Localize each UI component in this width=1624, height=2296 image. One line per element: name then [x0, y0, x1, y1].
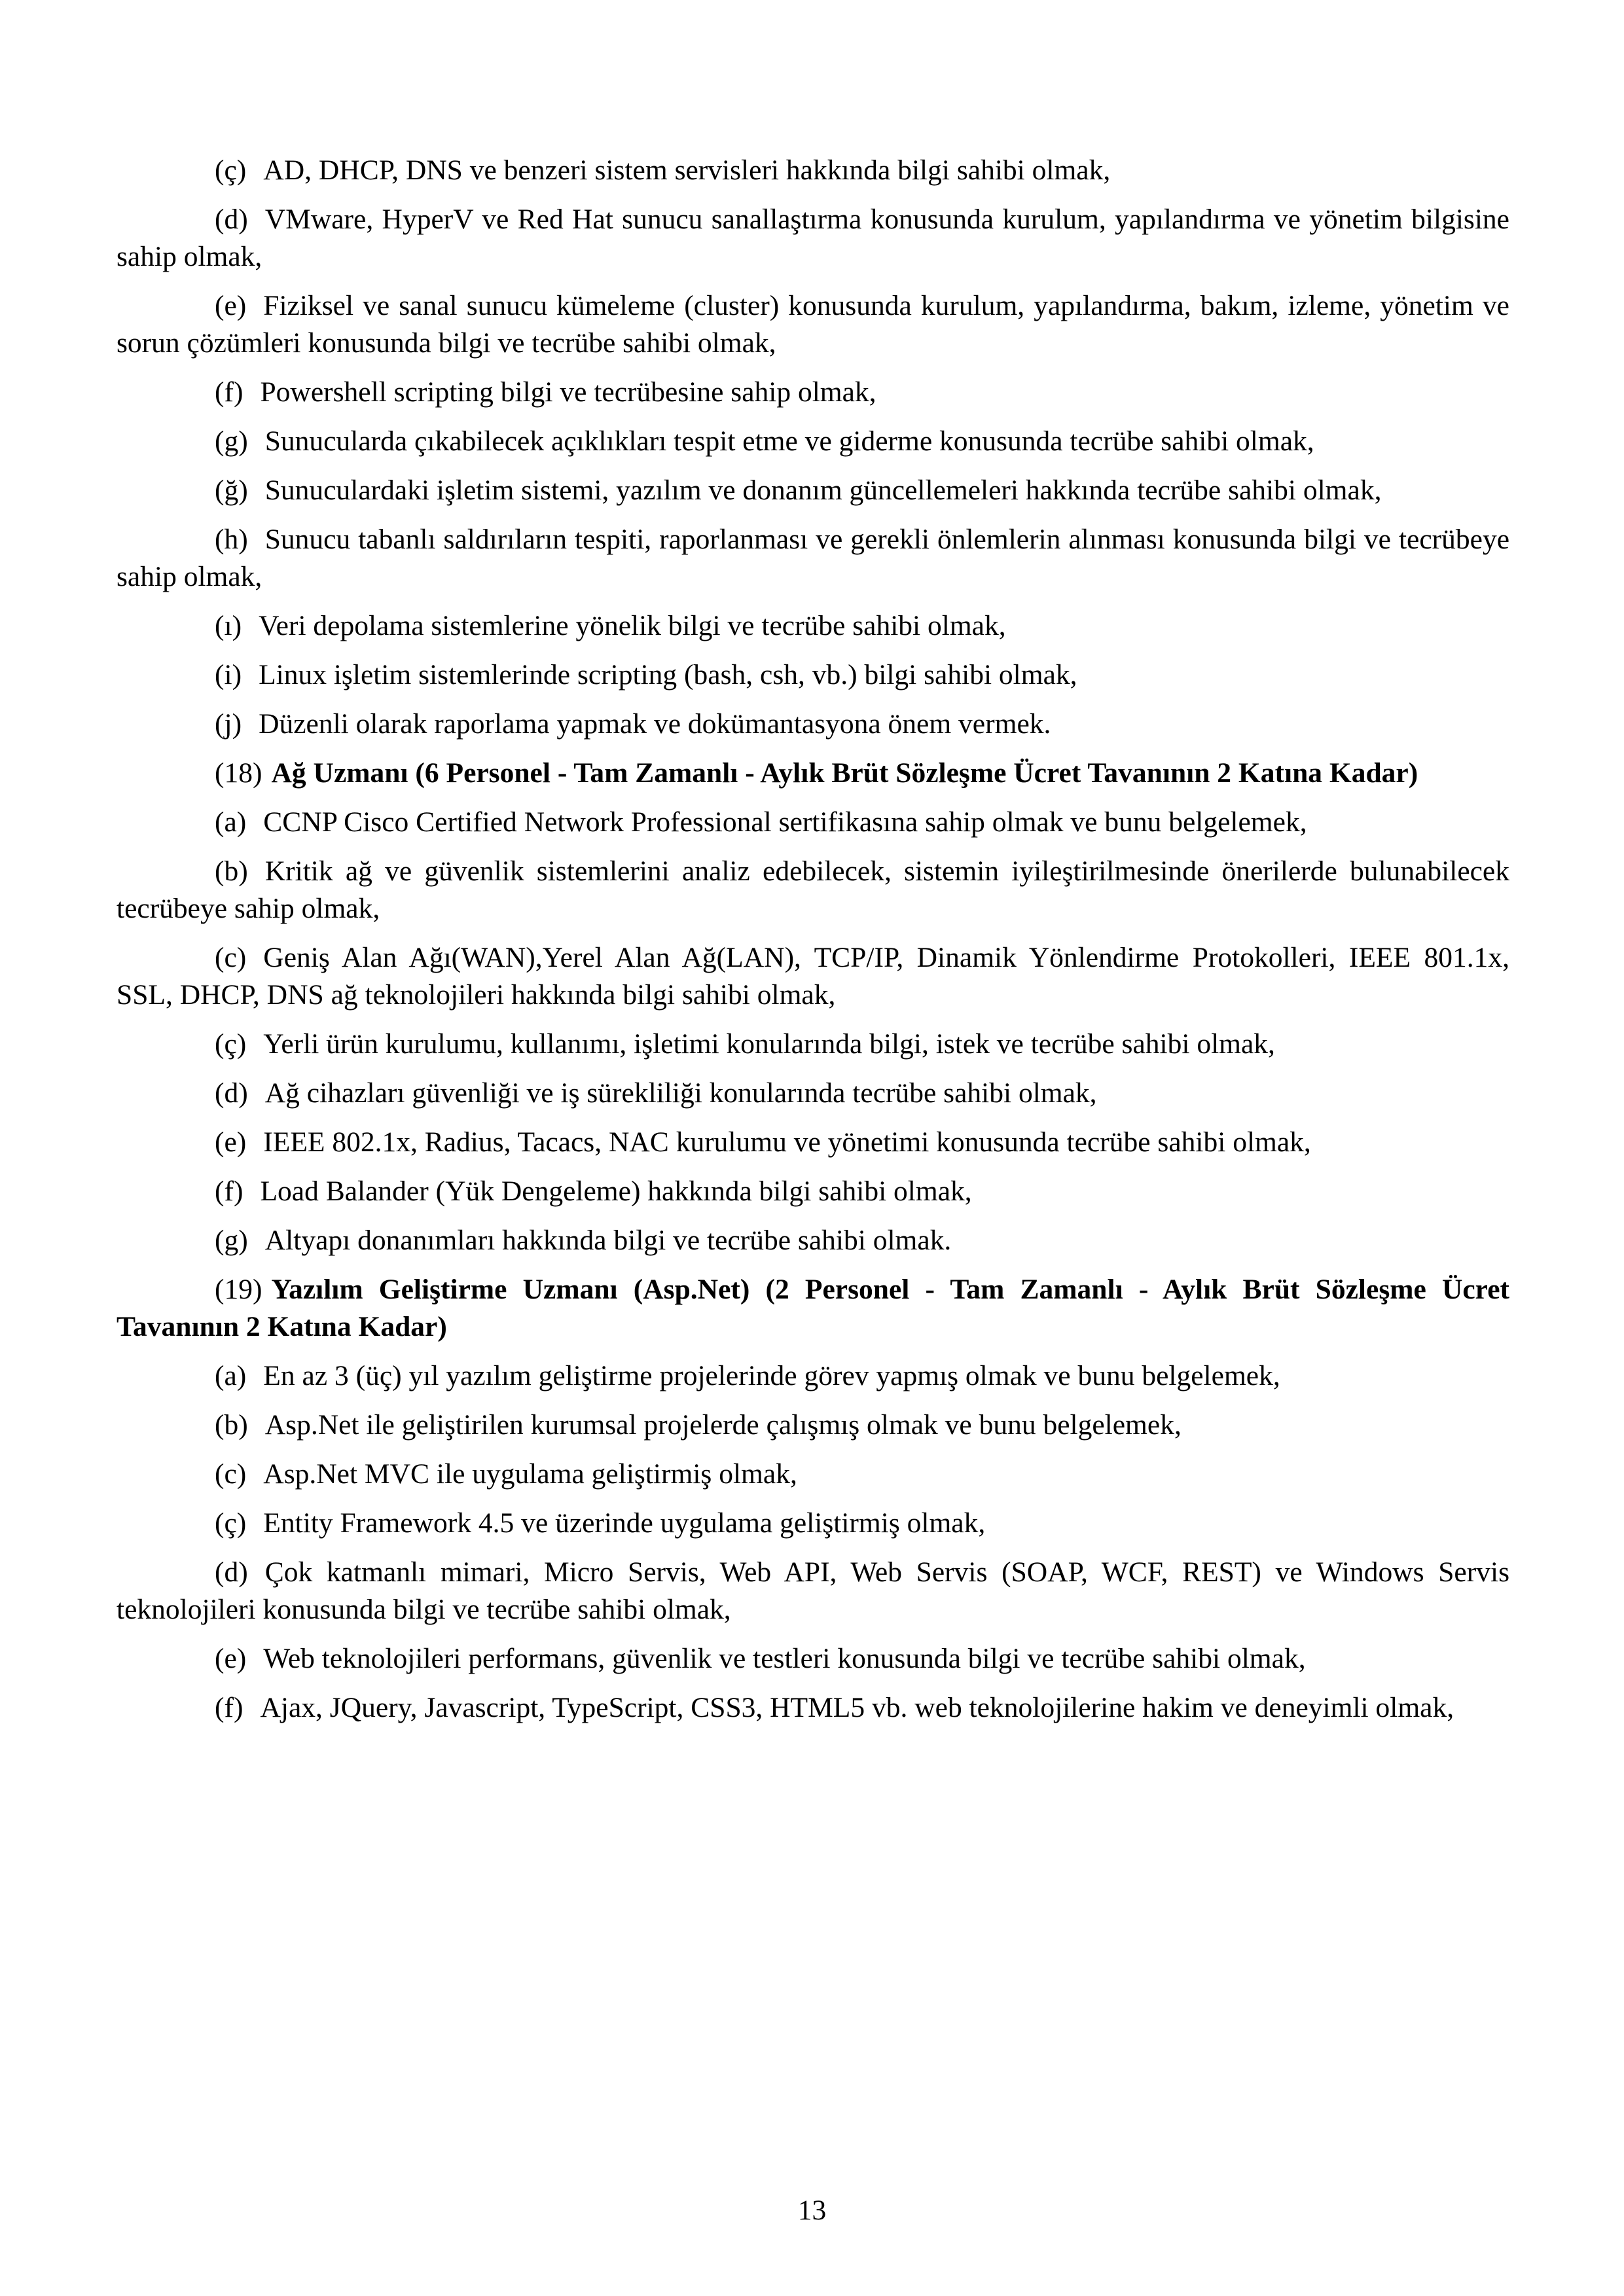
- list-item-paragraph: [117, 1173, 1509, 1210]
- list-item-paragraph: [117, 607, 1509, 645]
- list-item-paragraph: [117, 706, 1509, 743]
- item-label: (ğ): [215, 475, 248, 506]
- item-label: (h): [215, 524, 248, 555]
- list-item-paragraph: [117, 1505, 1509, 1542]
- item-label: (g): [215, 1225, 248, 1256]
- item-text: Sunucularda çıkabilecek açıklıkları tespit etme ve giderme konusunda tecrübe sahibi olmak,: [264, 425, 1314, 457]
- item-text: Düzenli olarak raporlama yapmak ve dokümantasyona önem vermek.: [259, 708, 1051, 740]
- list-item-paragraph: [117, 1026, 1509, 1063]
- item-text: Altyapı donanımları hakkında bilgi ve tecrübe sahibi olmak.: [264, 1225, 952, 1256]
- item-label: (f): [215, 1175, 244, 1207]
- item-text: Powershell scripting bilgi ve tecrübesine sahip olmak,: [260, 376, 876, 408]
- item-text: AD, DHCP, DNS ve benzeri sistem servisleri hakkında bilgi sahibi olmak,: [263, 154, 1111, 186]
- list-item-paragraph: [117, 1407, 1509, 1444]
- item-text: Veri depolama sistemlerine yönelik bilgi ve tecrübe sahibi olmak,: [259, 610, 1006, 641]
- item-label: (ç): [215, 1507, 247, 1539]
- list-item-paragraph: [117, 804, 1509, 841]
- section-number: (18): [215, 757, 262, 789]
- list-item-paragraph: [117, 423, 1509, 460]
- list-item-paragraph: [117, 1222, 1509, 1259]
- item-label: (d): [215, 1556, 248, 1588]
- item-label: (e): [215, 1126, 247, 1158]
- item-text: CCNP Cisco Certified Network Professional sertifikasına sahip olmak ve bunu belgelemek,: [263, 806, 1307, 838]
- list-item-paragraph: [117, 1689, 1509, 1727]
- list-item-paragraph: [117, 1456, 1509, 1493]
- list-item-paragraph: [117, 152, 1509, 189]
- list-item-paragraph: [117, 201, 1509, 276]
- item-text: Ağ cihazları güvenliği ve iş sürekliliği konularında tecrübe sahibi olmak,: [264, 1077, 1097, 1109]
- item-label: (a): [215, 1360, 247, 1391]
- item-label: (j): [215, 708, 242, 740]
- item-text: En az 3 (üç) yıl yazılım geliştirme projelerinde görev yapmış olmak ve bunu belgelemek,: [263, 1360, 1280, 1391]
- item-label: (i): [215, 659, 242, 691]
- item-text: Ajax, JQuery, Javascript, TypeScript, CSS3, HTML5 vb. web teknolojilerine hakim ve deneyimli olmak,: [260, 1692, 1454, 1723]
- item-label: (a): [215, 806, 247, 838]
- item-text: Asp.Net ile geliştirilen kurumsal projelerde çalışmış olmak ve bunu belgelemek,: [264, 1409, 1182, 1441]
- section-title-text: Ağ Uzmanı (6 Personel - Tam Zamanlı - Aylık Brüt Sözleşme Ücret Tavanının 2 Katına Kadar): [271, 757, 1418, 789]
- item-label: (c): [215, 1458, 247, 1490]
- item-label: (b): [215, 855, 248, 887]
- list-item-paragraph: [117, 1554, 1509, 1628]
- section-heading: [117, 755, 1509, 792]
- section-number: (19): [215, 1274, 262, 1305]
- item-text: Web teknolojileri performans, güvenlik ve testleri konusunda bilgi ve tecrübe sahibi olmak,: [263, 1643, 1306, 1674]
- item-text: Load Balander (Yük Dengeleme) hakkında bilgi sahibi olmak,: [260, 1175, 972, 1207]
- list-item-paragraph: [117, 656, 1509, 694]
- list-item-paragraph: [117, 1357, 1509, 1395]
- list-item-paragraph: [117, 472, 1509, 509]
- item-label: (d): [215, 1077, 248, 1109]
- item-text: Kritik ağ ve güvenlik sistemlerini analiz edebilecek, sistemin iyileştirilmesinde önerilerde bulunabilecek tecrübeye sahip olmak,: [117, 855, 1509, 924]
- item-label: (e): [215, 1643, 247, 1674]
- item-text: Linux işletim sistemlerinde scripting (bash, csh, vb.) bilgi sahibi olmak,: [259, 659, 1077, 691]
- item-text: Asp.Net MVC ile uygulama geliştirmiş olmak,: [263, 1458, 797, 1490]
- item-text: IEEE 802.1x, Radius, Tacacs, NAC kurulumu ve yönetimi konusunda tecrübe sahibi olmak,: [263, 1126, 1311, 1158]
- item-text: Geniş Alan Ağı(WAN),Yerel Alan Ağ(LAN), TCP/IP, Dinamik Yönlendirme Protokolleri, IEEE 801.1x, SSL, DHCP, DNS ağ teknolojileri hakkında bilgi sahibi olmak,: [117, 942, 1509, 1011]
- list-item-paragraph: [117, 521, 1509, 596]
- item-label: (d): [215, 204, 248, 235]
- item-label: (ç): [215, 154, 247, 186]
- list-item-paragraph: [117, 853, 1509, 927]
- item-text: Sunucu tabanlı saldırıların tespiti, raporlanması ve gerekli önlemlerin alınması konusunda bilgi ve tecrübeye sahip olmak,: [117, 524, 1509, 592]
- list-item-paragraph: [117, 939, 1509, 1014]
- item-text: Fiziksel ve sanal sunucu kümeleme (cluster) konusunda kurulum, yapılandırma, bakım, izleme, yönetim ve sorun çözümleri konusunda bilgi ve tecrübe sahibi olmak,: [117, 290, 1509, 359]
- document-body: [117, 152, 1509, 1727]
- item-label: (f): [215, 376, 244, 408]
- list-item-paragraph: [117, 374, 1509, 411]
- item-label: (f): [215, 1692, 244, 1723]
- page-number: 13: [797, 2195, 827, 2226]
- list-item-paragraph: [117, 1124, 1509, 1161]
- section-heading: [117, 1271, 1509, 1346]
- item-label: (b): [215, 1409, 248, 1441]
- item-label: (e): [215, 290, 247, 321]
- list-item-paragraph: [117, 1075, 1509, 1112]
- item-text: Çok katmanlı mimari, Micro Servis, Web API, Web Servis (SOAP, WCF, REST) ve Windows Servis teknolojileri konusunda bilgi ve tecrübe sahibi olmak,: [117, 1556, 1509, 1625]
- item-label: (g): [215, 425, 248, 457]
- item-text: Yerli ürün kurulumu, kullanımı, işletimi konularında bilgi, istek ve tecrübe sahibi olmak,: [263, 1028, 1275, 1060]
- section-title-text: Yazılım Geliştirme Uzmanı (Asp.Net) (2 Personel - Tam Zamanlı - Aylık Brüt Sözleşme Ücret Tavanının 2 Katına Kadar): [117, 1274, 1509, 1342]
- item-text: VMware, HyperV ve Red Hat sunucu sanallaştırma konusunda kurulum, yapılandırma ve yönetim bilgisine sahip olmak,: [117, 204, 1509, 272]
- item-label: (c): [215, 942, 247, 973]
- item-label: (ı): [215, 610, 242, 641]
- item-label: (ç): [215, 1028, 247, 1060]
- item-text: Entity Framework 4.5 ve üzerinde uygulama geliştirmiş olmak,: [263, 1507, 986, 1539]
- list-item-paragraph: [117, 287, 1509, 362]
- item-text: Sunuculardaki işletim sistemi, yazılım ve donanım güncellemeleri hakkında tecrübe sahibi olmak,: [264, 475, 1382, 506]
- list-item-paragraph: [117, 1640, 1509, 1677]
